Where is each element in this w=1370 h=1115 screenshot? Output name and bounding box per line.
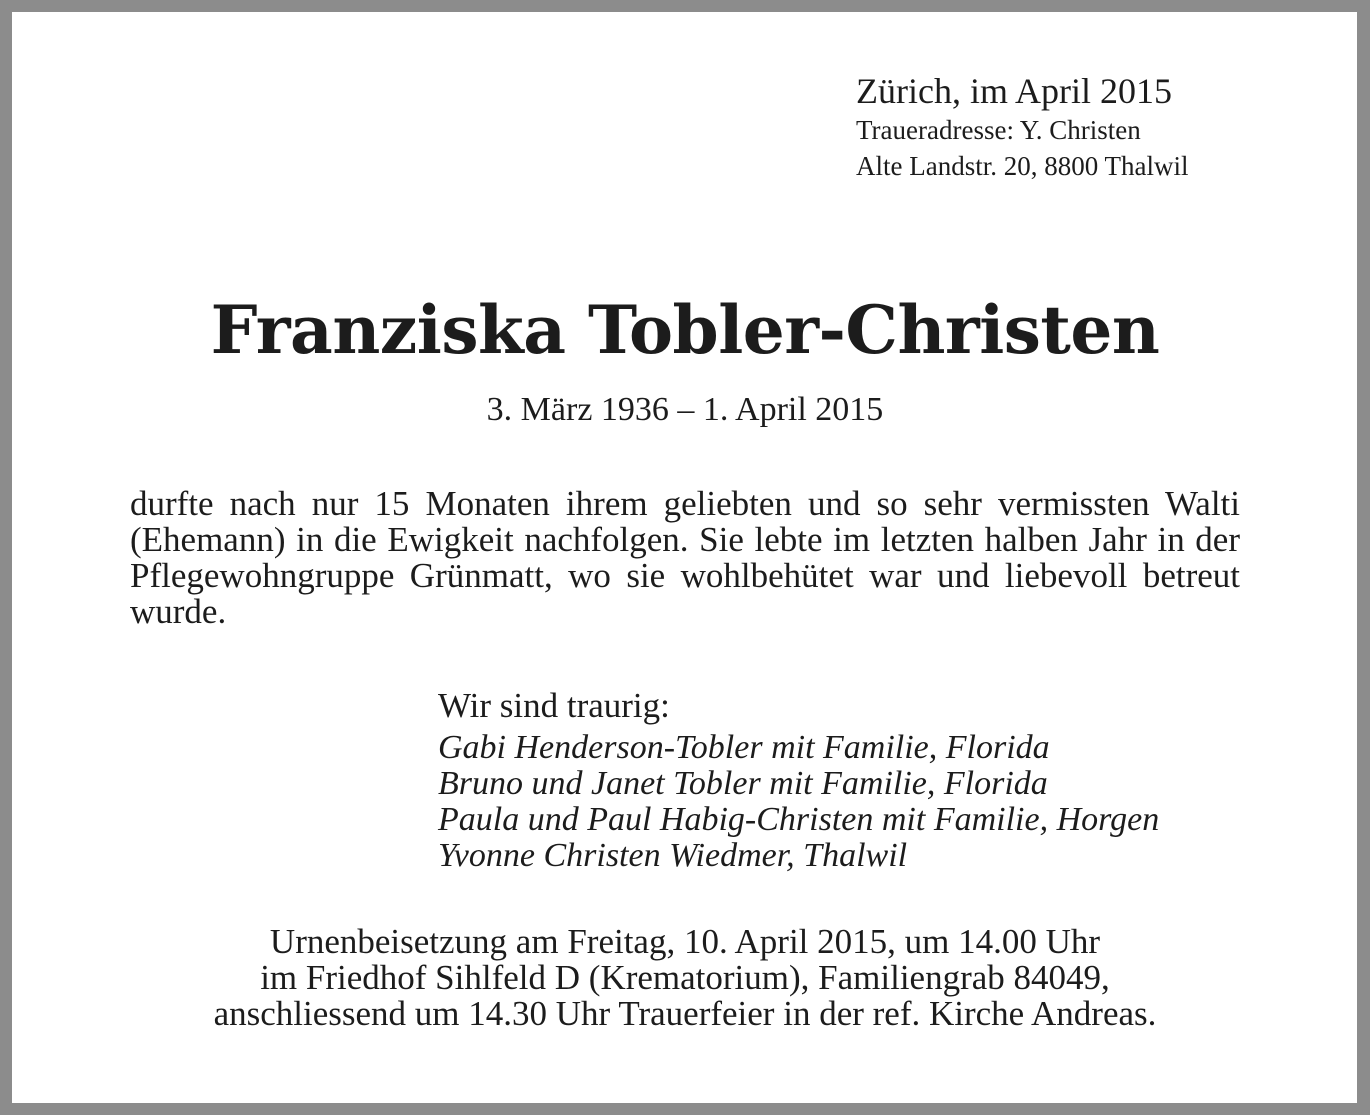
mourner-name: Yvonne Christen Wiedmer, Thalwil — [438, 837, 908, 874]
deceased-name: Franziska Tobler-Christen — [210, 291, 1160, 369]
mourners-heading: Wir sind traurig: — [438, 686, 670, 725]
funeral-line: anschliessend um 14.30 Uhr Trauerfeier in der ref. Kirche Andreas. — [213, 994, 1157, 1033]
funeral-line: Urnenbeisetzung am Freitag, 10. April 2015, um 14.00 Uhr — [269, 922, 1101, 961]
obituary-text: durfte nach nur 15 Monaten ihrem geliebten und so sehr vermissten Walti (Ehemann) in die Ewigkeit nachfolgen. Sie lebte im letzten halben Jahr in der Pflegewohngruppe Grünmatt, wo sie wohlbehütet war und liebevoll betreut wurde. — [130, 484, 1240, 631]
funeral-details — [0, 924, 1370, 1032]
mourning-address-label: Traueradresse: Y. Christen — [856, 115, 1141, 145]
mourner-name: Paula und Paul Habig-Christen mit Familie, Horgen — [438, 801, 1160, 838]
place-date: Zürich, im April 2015 — [856, 71, 1172, 111]
mourner-name: Bruno und Janet Tobler mit Familie, Florida — [438, 765, 1048, 802]
funeral-line: im Friedhof Sihlfeld D (Krematorium), Familiengrab 84049, — [260, 958, 1110, 997]
mourners-block — [438, 686, 1298, 874]
header-block — [856, 70, 1276, 184]
mourner-name: Gabi Henderson-Tobler mit Familie, Florida — [438, 729, 1050, 766]
mourning-address-street: Alte Landstr. 20, 8800 Thalwil — [856, 151, 1189, 181]
life-dates: 3. März 1936 – 1. April 2015 — [486, 391, 884, 428]
